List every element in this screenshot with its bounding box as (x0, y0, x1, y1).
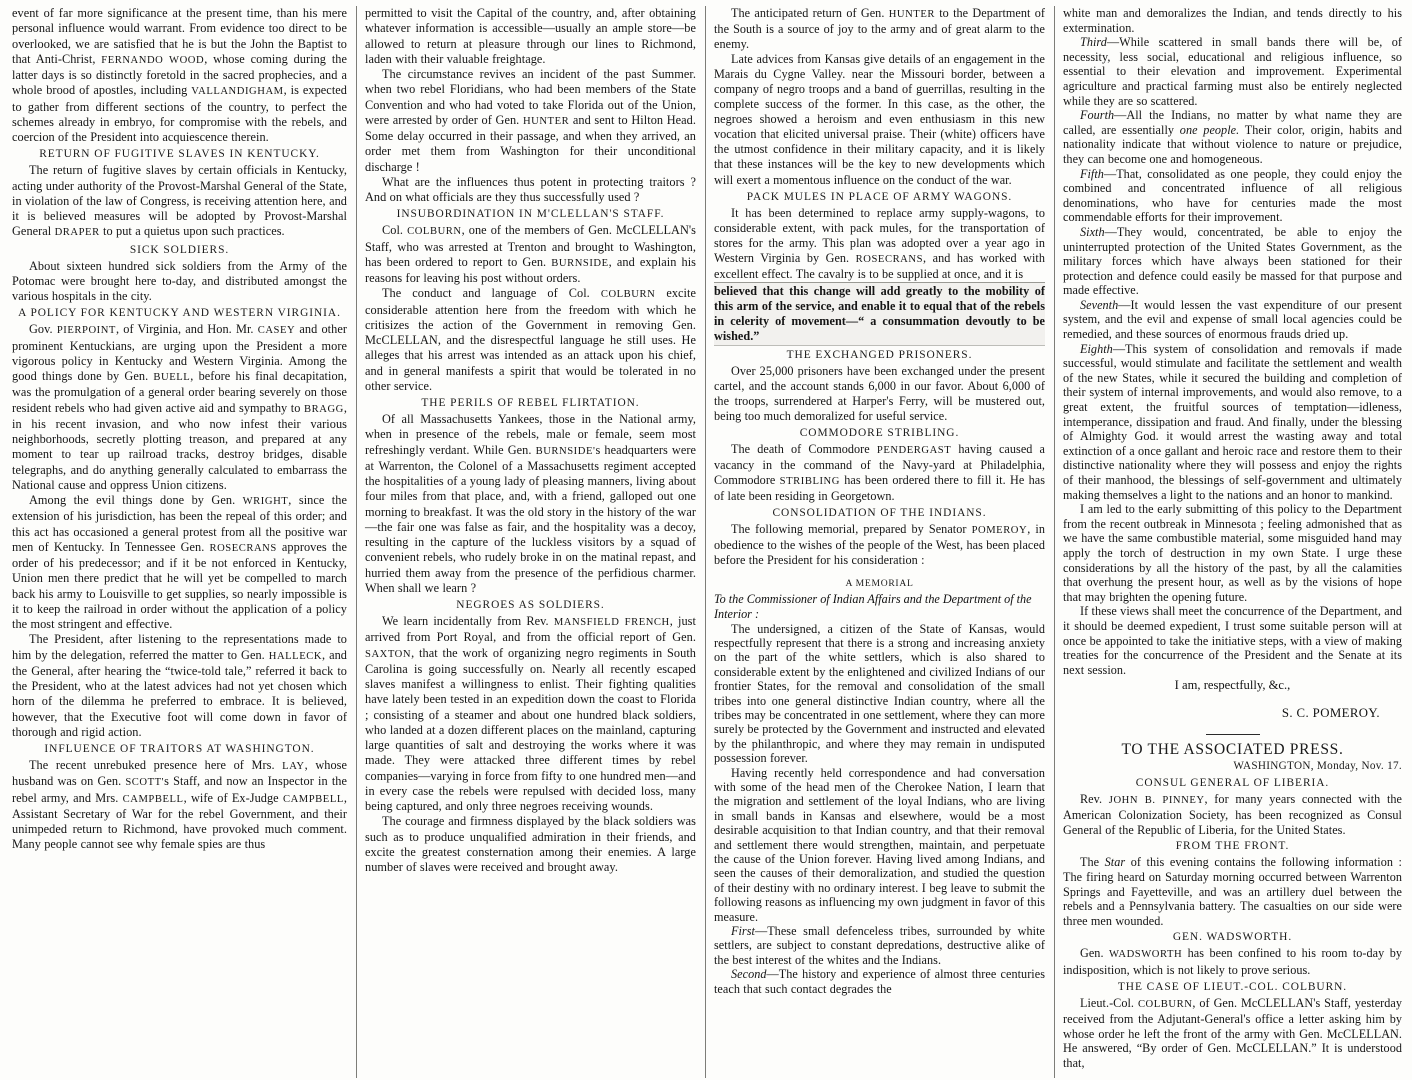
memorial-heading: A MEMORIAL (845, 577, 914, 589)
numbered-reason (1063, 342, 1402, 503)
paragraph-text-cont: of this evening contains the following information : The firing heard on Saturday morning occurred between Warrenton Springs and Fayetteville, and was an artillery duel between the rebels and a Pennsylvania battery. The casualties on our side were three men wounded. (1063, 855, 1402, 928)
section-heading: RETURN OF FUGITIVE SLAVES IN KENTUCKY. (39, 148, 320, 161)
reason-label: Eighth (1080, 341, 1113, 356)
section-heading: CONSOLIDATION OF THE INDIANS. (772, 507, 987, 520)
paragraph: The following memorial, prepared by Senator POMEROY, in obedience to the wishes of the people of the West, has been placed before the President for his consideration : (714, 522, 1045, 568)
reason-label: First (731, 924, 755, 939)
section-heading: TO THE ASSOCIATED PRESS. (1121, 740, 1344, 758)
paragraph (1063, 855, 1402, 928)
reason-text: —These small defenceless tribes, surrounded by white settlers, are subject to constant depredations, destructive alike of the best interest of the whites and the Indians. (714, 924, 1045, 967)
paragraph: Among the evil things done by Gen. WRIGHT, since the extension of his jurisdiction, has been the repeal of this order; and this act has occasioned a general protest from all the positive war men of Kentucky. In Tennessee Gen. ROSECRANS approves the order of his predecessor; and if it be not enforced in Kentucky, Union men there predict that he will yet be compelled to march back his army to Louisville to get supplies, so nearly impossible is it to keep the railroad in order without the application of a policy the most stringent and effective. (12, 493, 347, 631)
paragraph: The recent unrebuked presence here of Mrs. LAY, whose husband was on Gen. SCOTT's Staff, and now an Inspector in the rebel army, and Mrs. CAMPBELL, wife of Ex-Judge CAMPBELL, Assistant Secretary of War for the rebel Government, and their unimpeded return to Richmond, have provoked much comment. Many people cannot see why female spies are thus (12, 758, 347, 852)
paragraph: The President, after listening to the representations made to him by the delegation, referred the matter to Gen. HALLECK, and the General, after hearing the “twice-told tale,” referred it back to the President, who at the latest advices had not yet chosen which horn of the dilemma he preferred to embrace. It is believed, however, that the Executive foot will come down in favor of thorough and rigid action. (12, 632, 347, 739)
reason-text: —They would, concentrated, be able to enjoy the uninterrupted protection of the United States Government, as the military forces which have always been stationed for their protection and defence could easily be massed for that purpose and made effective. (1063, 224, 1402, 298)
section-heading: CONSUL GENERAL OF LIBERIA. (1135, 776, 1330, 789)
reason-label: Sixth (1080, 224, 1105, 239)
paragraph: It has been determined to replace army supply-wagons, to considerable extent, with pack mules, for the transportation of stores for the army. This plan was adopted over a year ago in Western Virginia by Gen. ROSECRANS, and has worked with excellent effect. The cavalry is to be supplied at once, and it is (714, 205, 1045, 281)
paragraph: We learn incidentally from Rev. MANSFIELD FRENCH, just arrived from Port Royal, and from the official report of Gen. SAXTON, that the work of organizing negro regiments in South Carolina is going successfully on. Nearly all recently escaped slaves manifest a willingness to enlist. Their fighting qualities have lately been tested in an expedition down the coast to Florida ; consisting of a steamer and about one hundred black soldiers, who landed at a dozen different places on the mainland, capturing large quantities of salt and destroying the works where it was made. They were attacked three different times by rebel companies—varying in force from fifty to one hundred men—and in every case the rebels were repulsed with decided loss, many being captured, and only three negroes receiving wounds. (365, 614, 696, 813)
reason-label: Second (731, 967, 767, 982)
divider-rule (1206, 734, 1260, 735)
memorial-address (714, 592, 1045, 622)
paragraph: Late advices from Kansas give details of an engagement in the Marais du Cygne Valley. near the Missouri border, between a company of negro troops and a band of guerrillas, resulting in the complete success of the former. In this case, as the other, the negroes showed a heroism and even enthusiasm in this new vocation that elicited universal praise. Their (white) officers have the utmost confidence in their military capacity, and it is likely that these instances will be the key to new developments which will exert a momentous influence on the conduct of the war. (714, 52, 1045, 187)
section-heading: NEGROES AS SOLDIERS. (456, 599, 605, 611)
paragraph: Col. COLBURN, one of the members of Gen. McCLELLAN's Staff, who was arrested at Trenton and brought to Washington, has been ordered to report to Gen. BURNSIDE, and explain his reasons for leaving his post without orders. (365, 223, 697, 285)
section-heading: INSUBORDINATION IN M'CLELLAN'S STAFF. (396, 208, 665, 221)
column-2 (356, 6, 705, 1078)
sign-off: I am, respectfully, &c., (1174, 678, 1291, 693)
section-heading: COMMODORE STRIBLING. (799, 427, 960, 440)
numbered-reason (1063, 167, 1402, 225)
column-1 (4, 6, 356, 1078)
paragraph: Having recently held correspondence and had conversation with some of the head men of the Cherokee Nation, I learn that the migration and settlement of the loyal Indians, who are living in small bands in Kansas and elsewhere, would be a most desirable acquisition to that Indian country, and that their removal and settlement there would strengthen, maintain, and perpetuate the cause of the Union forever. Having lived among Indians, and seen the causes of their demoralization, and studied the question of their destiny with no ordinary interest. I beg leave to submit the following reasons as influencing my own judgment in favor of this measure. (714, 765, 1045, 924)
paragraph: Lieut.-Col. COLBURN, of Gen. McCLELLAN's Staff, yesterday received from the Adjutant-General's office a letter asking him by whose order he left the front of the army with Gen. McCLELLAN. He answered, “By order of Gen. McCLELLAN.” It is understood that, (1063, 995, 1403, 1071)
paragraph: The circumstance revives an incident of the past Summer. when two rebel Floridians, who had been members of the State Convention and who had voted to take Florida out of the Union, were arrested by order of Gen. HUNTER and sent to Hilton Head. Some delay occurred in their passage, and when they arrived, an order met them from Washington for their unconditional discharge ! (365, 67, 696, 174)
paragraph: The death of Commodore PENDERGAST having caused a vacancy in the command of the Navy-yard at Philadelphia, Commodore STRIBLING has been ordered there to fill it. He has of late been residing in Georgetown. (714, 442, 1046, 504)
column-4 (1054, 6, 1406, 1078)
paragraph: The courage and firmness displayed by the black soldiers was such as to produce unqualified admiration in their friends, and excite the greatest consternation among their enemies. A large number of slaves were received and brought away. (365, 814, 696, 874)
section-heading: PACK MULES IN PLACE OF ARMY WAGONS. (746, 190, 1013, 203)
paragraph: The undersigned, a citizen of the State of Kansas, would respectfully represent that there is a strong and increasing anxiety on the part of the white settlers, which is also shared to considerable extent by the enlightened and civilized Indians of our frontier States, for the removal and consolidation of the small tribes into one general distinctive Indian country, where all the tribes may be concentrated in one settlement, where they can more surely be protected by the Government and instructed and elevated by the philanthropic, and where they may remain in undisputed possession forever. (714, 621, 1045, 766)
dateline: WASHINGTON, Monday, Nov. 17. (1233, 759, 1402, 772)
paragraph: permitted to visit the Capital of the country, and, after obtaining whatever information is accessible—usually an ample store—be allowed to return at pleasure through our lines to Richmond, laden with their valuable freightage. (365, 6, 696, 66)
numbered-reason (1063, 35, 1402, 108)
reason-label: Fourth (1080, 108, 1115, 123)
numbered-reason (1063, 108, 1402, 166)
reason-label: Fifth (1080, 166, 1104, 181)
section-heading: INFLUENCE OF TRAITORS AT WASHINGTON. (44, 743, 315, 755)
signature: S. C. POMEROY. (1281, 705, 1380, 720)
emphasis: Star (1104, 855, 1126, 870)
paragraph: What are the influences thus potent in protecting traitors ? And on what officials are they thus successfully used ? (365, 174, 696, 204)
section-heading: A POLICY FOR KENTUCKY AND WESTERN VIRGINIA. (18, 307, 341, 320)
reason-text: —The history and experience of almost three centuries teach that such contact degrades the (714, 967, 1045, 996)
paragraph: The return of fugitive slaves by certain officials in Kentucky, acting under authority of the Provost-Marshal General of the State, in violation of the law of Congress, is receiving attention here, and it is believed measures will be adopted by Provost-Marshal General DRAPER to put a quietus upon such practices. (12, 163, 347, 239)
reason-text-cont: Their color, origin, habits and nationality indicate that without violence to nature or prejudice, they can become one and homogeneous. (1063, 122, 1402, 166)
paragraph: Gov. PIERPOINT, of Virginia, and Hon. Mr. CASEY and other prominent Kentuckians, are urging upon the President a more vigorous policy in Kentucky and Western Virginia. Among the good things done by Gen. BUELL, before his final decapitation, was the promulgation of a general order bearing severely on those resident rebels who had given active aid and sympathy to BRAGG, in his recent invasion, and who now infest their various neighborhoods, secretly plotting treason, and prepared at any moment to tear up railroad tracks, destroy bridges, disable telegraphs, and do anything generally calculated to embarrass the National cause and oppress Union citizens. (12, 322, 347, 492)
paragraph: Of all Massachusetts Yankees, those in the National army, when in presence of the rebels, male or female, seem most refreshingly verdant. While Gen. BURNSIDE's headquarters were at Warrenton, the Colonel of a Massachusetts regiment accepted the hospitalities of a young lady of pleasing manners, living about four miles from that place, and, with a friend, galloped out one morning to breakfast. It was the old story in the history of the war—the fair one was false as fair, and the hospitality was a decoy, resulting in the capture of the luckless visitors by a squad of convenient rebels, who rudely broke in on the matinal repast, and hurried them away from the presence of the perfidious charmer. When shall we learn ? (365, 412, 696, 595)
paragraph: event of far more significance at the present time, than his mere personal influence would warrant. From evidence too direct to be overlooked, we are satisfied that he is but the John the Baptist to that Anti-Christ, FERNANDO WOOD, whose coming during the latter days is so distinctly foretold in the sacred prophecies, and a whole brood of apostles, including VALLANDIGHAM, is expected to gather from different sections of the country, to perfect the schemes already in embryo, for compromise with the rebels, and coercion of the President into acquiescence therein. (12, 6, 347, 144)
section-heading: SICK SOLDIERS. (129, 243, 230, 256)
paragraph: I am led to the early submitting of this policy to the Department from the recent outbreak in Minnesota ; feeling admonished that as we have the same combustible material, some misguided hand may apply the torch of destruction in my own State. I urge these considerations by all the history of the past, by all the calamities that overhung the present hour, as well as by the visions of hope that may brighten the opening future. (1063, 502, 1402, 604)
column-3 (705, 6, 1054, 1078)
over-inked-paragraph: believed that this change will add greatly to the mobility of this arm of the service, and enable it to equal that of the rebels in celerity of movement—“ a consummation devoutly to be wished.” (714, 282, 1045, 346)
reason-text: —All the Indians, no matter by what name they are called, are essentially (1063, 108, 1402, 137)
reason-text: —While scattered in small bands there will be, of necessity, less social, educational and religious influence, so essential to their elevation and improvement. Experimental agriculture and practical farming must also be entirely neglected while they are so scattered. (1063, 35, 1402, 108)
paragraph: white man and demoralizes the Indian, and tends directly to his extermination. (1063, 6, 1402, 35)
numbered-reason (714, 967, 1045, 996)
section-heading: THE CASE OF LIEUT.-COL. COLBURN. (1117, 980, 1348, 993)
emphasis: one people. (1179, 122, 1240, 137)
memorial-address-text: To the Commissioner of Indian Affairs and the Department of the Interior : (714, 591, 1032, 621)
paragraph: If these views shall meet the concurrence of the Department, and it should be deemed expedient, I trust some suitable person will at once be appointed to take the initiative steps, with a view of making treaties for the concurrence of the President and the Senate at its next session. (1063, 604, 1402, 677)
numbered-reason (714, 924, 1045, 967)
section-heading: GEN. WADSWORTH. (1172, 931, 1293, 944)
paragraph-text: The (1080, 855, 1105, 870)
section-heading: THE PERILS OF REBEL FLIRTATION. (421, 397, 640, 409)
reason-label: Seventh (1080, 297, 1119, 312)
paragraph: Over 25,000 prisoners have been exchanged under the present cartel, and the account stands 6,000 in our favor. About 6,000 of the troops, surrendered at Harper's Ferry, will be mustered out, being too much demoralized for useful service. (714, 363, 1045, 424)
numbered-reason (1063, 225, 1402, 298)
reason-text: —This system of consolidation and removals if made successful, would stimulate and facilitate the settlement and wealth of the new States, while it secured the building and completion of their system of internal improvements, and would also remove, to a great extent, the fruitful sources of temptation—idleness, intemperance, dissipation and fraud. And finally, under the blessing of Almighty God. it would arrest the wasting away and total extinction of a once gallant and heroic race and restore them to their distinctive nationality where they will possess and enjoy the rights of their manhood, the blessings of self-government and ultimately making themselves a light to the nations and an honor to mankind. (1063, 341, 1402, 502)
paragraph: Gen. WADSWORTH has been confined to his room to-day by indisposition, which is not likely to prove serious. (1063, 946, 1402, 978)
numbered-reason (1063, 298, 1402, 342)
paragraph: The conduct and language of Col. COLBURN excite considerable attention here from the freedom with which he critisizes the action of the Government in removing Gen. McCLELLAN, and the disrespectful language he still uses. He alleges that his arrest was intended as an attack upon his chief, and in general manifests a spirit that would be tolerated in no other service. (365, 286, 697, 393)
reason-text: —That, consolidated as one people, they could enjoy the combined and concentrated influence of all religious denominations, who have for centuries made the most commendable efforts for their improvement. (1063, 166, 1402, 225)
section-heading: THE EXCHANGED PRISONERS. (786, 348, 973, 361)
paragraph: About sixteen hundred sick soldiers from the Army of the Potomac were brought here to-day, and distributed amongst the various hospitals in the city. (12, 258, 347, 303)
reason-label: Third (1080, 35, 1107, 50)
paragraph: The anticipated return of Gen. HUNTER to the Department of the South is a source of joy to the army and of great alarm to the enemy. (714, 6, 1045, 52)
section-heading: FROM THE FRONT. (1175, 840, 1290, 853)
paragraph: Rev. JOHN B. PINNEY, for many years connected with the American Colonization Society, has been recognized as Consul General of the Republic of Liberia, for the United States. (1063, 791, 1403, 837)
reason-text: —It would lessen the vast expenditure of our present system, and the evil and expense of small local agencies could be remedied, and these sources of enormous frauds dried up. (1063, 297, 1402, 342)
